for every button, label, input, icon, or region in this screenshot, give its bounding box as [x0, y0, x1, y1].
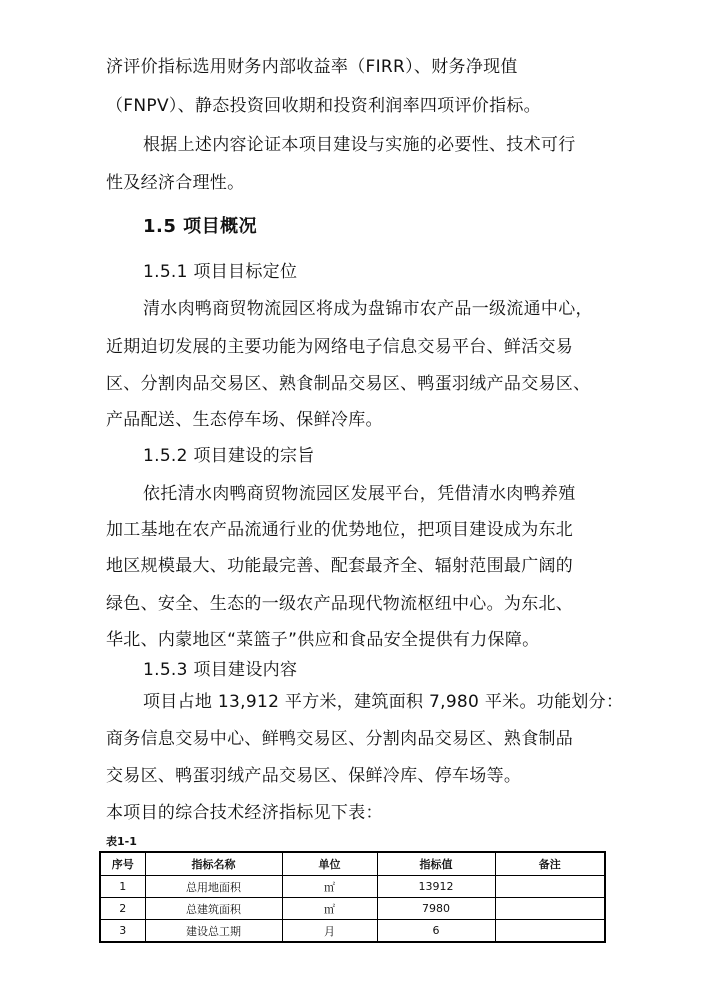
- paragraph-line: 清水肉鸭商贸物流园区将成为盘锦市农产品一级流通中心，: [143, 299, 593, 319]
- indicator-table: [99, 851, 606, 943]
- table-cell: [495, 920, 605, 943]
- table-row: [100, 876, 605, 898]
- paragraph-line: （FNPV）、静态投资回收期和投资利润率四项评价指标。: [106, 96, 541, 116]
- table-cell: 6: [377, 920, 495, 943]
- table-cell: 月: [282, 920, 377, 943]
- paragraph-line: 济评价指标选用财务内部收益率（FIRR）、财务净现值: [106, 57, 518, 77]
- table-cell: 总用地面积: [145, 876, 282, 898]
- subsection-heading: 1.5.2 项目建设的宗旨: [143, 446, 315, 466]
- paragraph-line: 区、分割肉品交易区、熟食制品交易区、鸭蛋羽绒产品交易区、: [106, 374, 591, 394]
- paragraph-line: 华北、内蒙地区“菜篮子”供应和食品安全提供有力保障。: [106, 630, 540, 650]
- paragraph-line: 绿色、安全、生态的一级农产品现代物流枢纽中心。为东北、: [106, 594, 574, 614]
- table-cell: 7980: [377, 898, 495, 920]
- table-cell: 1: [100, 876, 145, 898]
- subsection-heading: 1.5.3 项目建设内容: [143, 660, 298, 680]
- column-header: 单位: [282, 852, 377, 876]
- paragraph-line: 依托清水肉鸭商贸物流园区发展平台，凭借清水肉鸭养殖: [143, 484, 576, 504]
- column-header: 指标名称: [145, 852, 282, 876]
- paragraph-line: 加工基地在农产品流通行业的优势地位，把项目建设成为东北: [106, 520, 574, 540]
- table-cell: 总建筑面积: [145, 898, 282, 920]
- table-row: [100, 898, 605, 920]
- paragraph-line: 性及经济合理性。: [106, 173, 245, 193]
- table-header-row: [100, 852, 605, 876]
- paragraph-line: 地区规模最大、功能最完善、配套最齐全、辐射范围最广阔的: [106, 556, 574, 576]
- paragraph-line: 本项目的综合技术经济指标见下表：: [106, 803, 383, 823]
- paragraph-line: 根据上述内容论证本项目建设与实施的必要性、技术可行: [143, 135, 576, 155]
- table-cell: 13912: [377, 876, 495, 898]
- table-cell: [495, 898, 605, 920]
- paragraph-line: 商务信息交易中心、鲜鸭交易区、分割肉品交易区、熟食制品: [106, 729, 574, 749]
- paragraph-line: 近期迫切发展的主要功能为网络电子信息交易平台、鲜活交易: [106, 337, 574, 357]
- paragraph-line: 产品配送、生态停车场、保鲜冷库。: [106, 410, 383, 430]
- column-header: 备注: [495, 852, 605, 876]
- column-header: 指标值: [377, 852, 495, 876]
- table-caption: 表1-1: [106, 835, 137, 848]
- table-cell: ㎡: [282, 876, 377, 898]
- table-row: [100, 920, 605, 943]
- table-cell: [495, 876, 605, 898]
- table-cell: 2: [100, 898, 145, 920]
- column-header: 序号: [100, 852, 145, 876]
- subsection-heading: 1.5.1 项目目标定位: [143, 262, 298, 282]
- paragraph-line: 项目占地 13,912 平方米，建筑面积 7,980 平米。功能划分：: [143, 692, 624, 712]
- table-cell: 建设总工期: [145, 920, 282, 943]
- table-cell: ㎡: [282, 898, 377, 920]
- paragraph-line: 交易区、鸭蛋羽绒产品交易区、保鲜冷库、停车场等。: [106, 766, 522, 786]
- section-heading: 1.5 项目概况: [143, 216, 258, 237]
- table-cell: 3: [100, 920, 145, 943]
